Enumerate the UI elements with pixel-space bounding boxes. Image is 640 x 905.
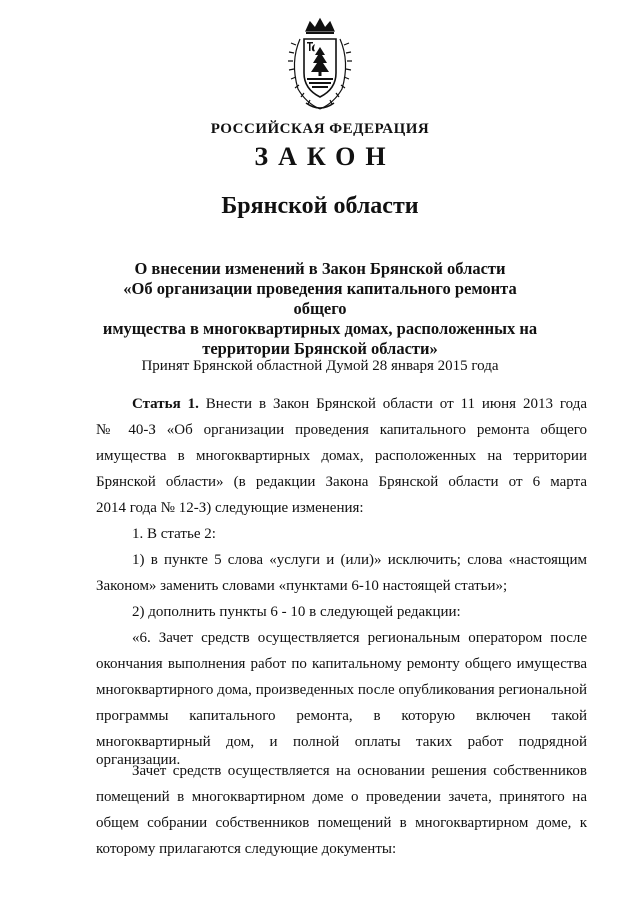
paragraph-6-line: «6. Зачет средств осуществляется региональным оператором после	[132, 630, 587, 646]
subitem-1-line: Законом» заменить словами «пунктами 6-10 настоящей статьи»;	[96, 578, 508, 594]
coat-of-arms-emblem	[286, 17, 354, 113]
article-1-first-line-text: Внести в Закон Брянской области от 11 июня 2013 года	[205, 396, 588, 412]
paragraph-7-line: которому прилагаются следующие документы:	[96, 841, 397, 857]
law-title	[96, 259, 544, 359]
adoption-statement: Принят Брянской областной Думой 28 января 2015 года	[141, 358, 499, 374]
paragraph-7-line: Зачет средств осуществляется на основании решения собственников	[132, 763, 587, 779]
subitem-1-line: 1) в пункте 5 слова «услуги и (или)» исключить; слова «настоящим	[132, 552, 587, 568]
paragraph-6-line: окончания выполнения работ по капитальному ремонту общего имущества	[96, 656, 587, 672]
paragraph-7-line: общем собрании собственников помещений в многоквартирном доме, к	[96, 815, 587, 831]
paragraph-7-line: помещений в многоквартирном доме о проведении зачета, принятого на	[96, 789, 587, 805]
article-1-line: Брянской области» (в редакции Закона Брянской области от 6 марта	[96, 474, 587, 490]
federation-heading: РОССИЙСКАЯ ФЕДЕРАЦИЯ	[210, 121, 430, 137]
article-1-line: № 40-З «Об организации проведения капитального ремонта общего	[96, 422, 587, 438]
paragraph-6-line: многоквартирный дом, и полной оплаты таких работ подрядной организации.	[96, 734, 587, 768]
law-title-line: имущества в многоквартирных домах, расположенных на	[102, 319, 538, 338]
article-1-line: имущества в многоквартирных домах, расположенных на территории	[96, 448, 587, 464]
article-1-first-line	[132, 395, 587, 413]
item-1: 1. В статье 2:	[132, 526, 216, 542]
paragraph-6-line: многоквартирного дома, произведенных после опубликования региональной	[96, 682, 587, 698]
article-1-line: 2014 года № 12-З) следующие изменения:	[96, 500, 364, 516]
law-title-line: «Об организации проведения капитального ремонта общего	[123, 279, 517, 318]
paragraph-6-line: программы капитального ремонта, в которую включен такой	[96, 708, 587, 724]
law-title-line: О внесении изменений в Закон Брянской области	[134, 259, 506, 278]
law-heading: ЗАКОН	[254, 142, 396, 171]
region-heading: Брянской области	[221, 193, 419, 219]
article-1-label: Статья 1.	[132, 396, 199, 412]
subitem-2: 2) дополнить пункты 6 - 10 в следующей редакции:	[132, 604, 461, 620]
law-title-line: территории Брянской области»	[202, 339, 438, 358]
